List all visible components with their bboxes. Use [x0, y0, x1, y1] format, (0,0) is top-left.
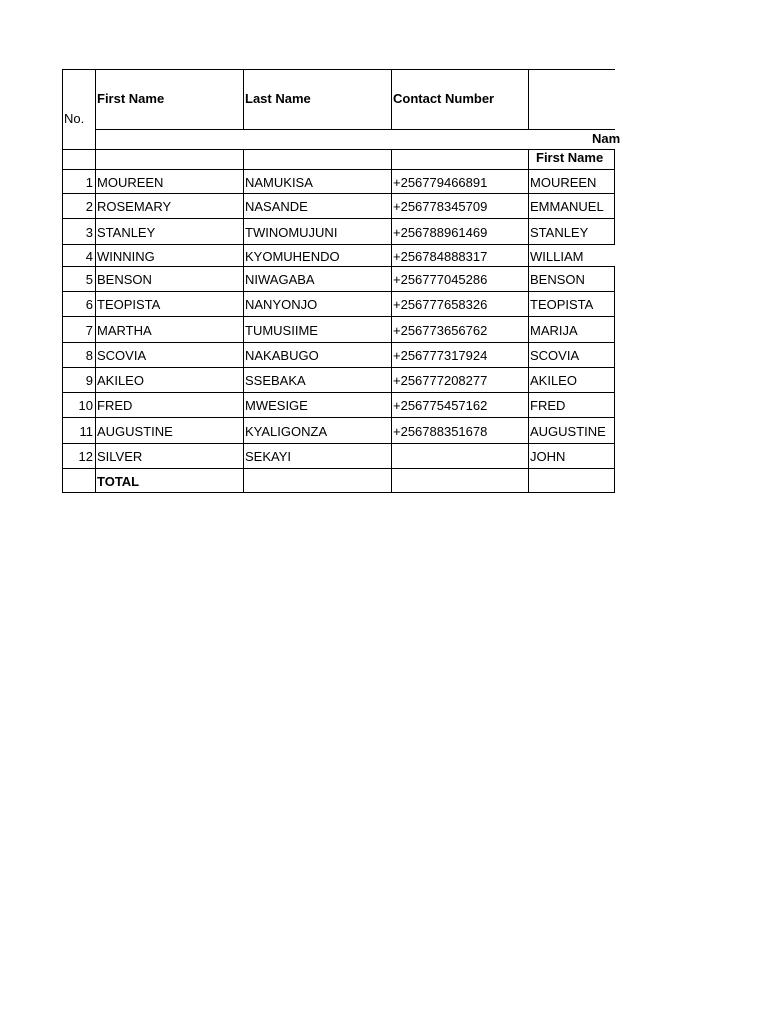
- total-label: TOTAL: [97, 474, 140, 489]
- contact-number-cell: +256775457162: [393, 398, 488, 413]
- header-first-name: First Name: [97, 91, 165, 106]
- grid-line: [62, 169, 615, 170]
- second-first-name-cell: EMMANUEL: [530, 199, 604, 214]
- grid-line: [614, 149, 615, 244]
- grid-line: [62, 266, 615, 267]
- second-first-name-cell: AKILEO: [530, 373, 577, 388]
- first-name-cell: SCOVIA: [97, 348, 147, 363]
- row-number: 1: [85, 175, 93, 190]
- second-first-name-cell: BENSON: [530, 272, 585, 287]
- first-name-cell: WINNING: [97, 249, 155, 264]
- grid-line: [391, 149, 392, 493]
- first-name-cell: TEOPISTA: [97, 297, 161, 312]
- row-number: 7: [85, 323, 93, 338]
- contact-number-cell: +256777208277: [393, 373, 488, 388]
- grid-line: [62, 291, 615, 292]
- last-name-cell: SSEBAKA: [245, 373, 306, 388]
- header-sub-first-name: First Name: [536, 150, 604, 165]
- second-first-name-cell: WILLIAM: [530, 249, 584, 264]
- contact-number-cell: +256779466891: [393, 175, 488, 190]
- grid-line: [62, 69, 615, 70]
- first-name-cell: ROSEMARY: [97, 199, 172, 214]
- row-number: 9: [85, 373, 93, 388]
- row-number: 5: [85, 272, 93, 287]
- last-name-cell: NAKABUGO: [245, 348, 319, 363]
- header-last-name: Last Name: [245, 91, 311, 106]
- grid-line: [62, 367, 615, 368]
- last-name-cell: KYOMUHENDO: [245, 249, 340, 264]
- last-name-cell: NASANDE: [245, 199, 308, 214]
- grid-line: [391, 69, 392, 129]
- grid-line: [243, 149, 244, 493]
- grid-line: [62, 492, 615, 493]
- grid-line: [62, 193, 615, 194]
- row-number: 3: [85, 225, 93, 240]
- grid-line: [614, 266, 615, 493]
- header-name-group: Nam: [592, 131, 621, 146]
- last-name-cell: SEKAYI: [245, 449, 292, 464]
- row-number: 12: [78, 449, 93, 464]
- grid-line: [528, 69, 529, 129]
- second-first-name-cell: JOHN: [530, 449, 566, 464]
- last-name-cell: NAMUKISA: [245, 175, 313, 190]
- first-name-cell: AKILEO: [97, 373, 144, 388]
- grid-line: [62, 316, 615, 317]
- row-number: 10: [78, 398, 93, 413]
- second-first-name-cell: AUGUSTINE: [530, 424, 606, 439]
- last-name-cell: NANYONJO: [245, 297, 318, 312]
- row-number: 4: [85, 249, 93, 264]
- second-first-name-cell: FRED: [530, 398, 566, 413]
- grid-line: [95, 69, 96, 493]
- grid-line: [62, 218, 615, 219]
- first-name-cell: FRED: [97, 398, 133, 413]
- grid-line: [62, 417, 615, 418]
- first-name-cell: SILVER: [97, 449, 143, 464]
- first-name-cell: MARTHA: [97, 323, 152, 338]
- second-first-name-cell: STANLEY: [530, 225, 589, 240]
- contact-table: [62, 69, 621, 493]
- contact-number-cell: +256777658326: [393, 297, 488, 312]
- last-name-cell: TUMUSIIME: [245, 323, 318, 338]
- grid-line: [528, 149, 529, 493]
- second-first-name-cell: MOUREEN: [530, 175, 597, 190]
- second-first-name-cell: MARIJA: [530, 323, 578, 338]
- first-name-cell: STANLEY: [97, 225, 156, 240]
- last-name-cell: KYALIGONZA: [245, 424, 328, 439]
- first-name-cell: MOUREEN: [97, 175, 164, 190]
- grid-line: [62, 149, 615, 150]
- contact-number-cell: +256788961469: [393, 225, 488, 240]
- grid-line: [62, 443, 615, 444]
- contact-number-cell: +256773656762: [393, 323, 488, 338]
- grid-line: [62, 392, 615, 393]
- row-number: 11: [79, 424, 93, 439]
- header-no: No.: [64, 111, 85, 126]
- grid-line: [62, 244, 615, 245]
- last-name-cell: MWESIGE: [245, 398, 308, 413]
- last-name-cell: NIWAGABA: [245, 272, 315, 287]
- second-first-name-cell: SCOVIA: [530, 348, 580, 363]
- contact-number-cell: +256788351678: [393, 424, 488, 439]
- contact-number-cell: +256777317924: [393, 348, 488, 363]
- header-contact-number: Contact Number: [393, 91, 495, 106]
- first-name-cell: BENSON: [97, 272, 152, 287]
- row-number: 6: [85, 297, 93, 312]
- contact-number-cell: +256784888317: [393, 249, 488, 264]
- last-name-cell: TWINOMUJUNI: [245, 225, 338, 240]
- second-first-name-cell: TEOPISTA: [530, 297, 594, 312]
- grid-line: [62, 342, 615, 343]
- first-name-cell: AUGUSTINE: [97, 424, 173, 439]
- header-name-group-clip: [529, 130, 621, 149]
- contact-number-cell: +256777045286: [393, 272, 488, 287]
- row-number: 2: [85, 199, 93, 214]
- grid-line: [62, 468, 615, 469]
- grid-line: [243, 69, 244, 129]
- contact-number-cell: +256778345709: [393, 199, 488, 214]
- row-number: 8: [85, 348, 93, 363]
